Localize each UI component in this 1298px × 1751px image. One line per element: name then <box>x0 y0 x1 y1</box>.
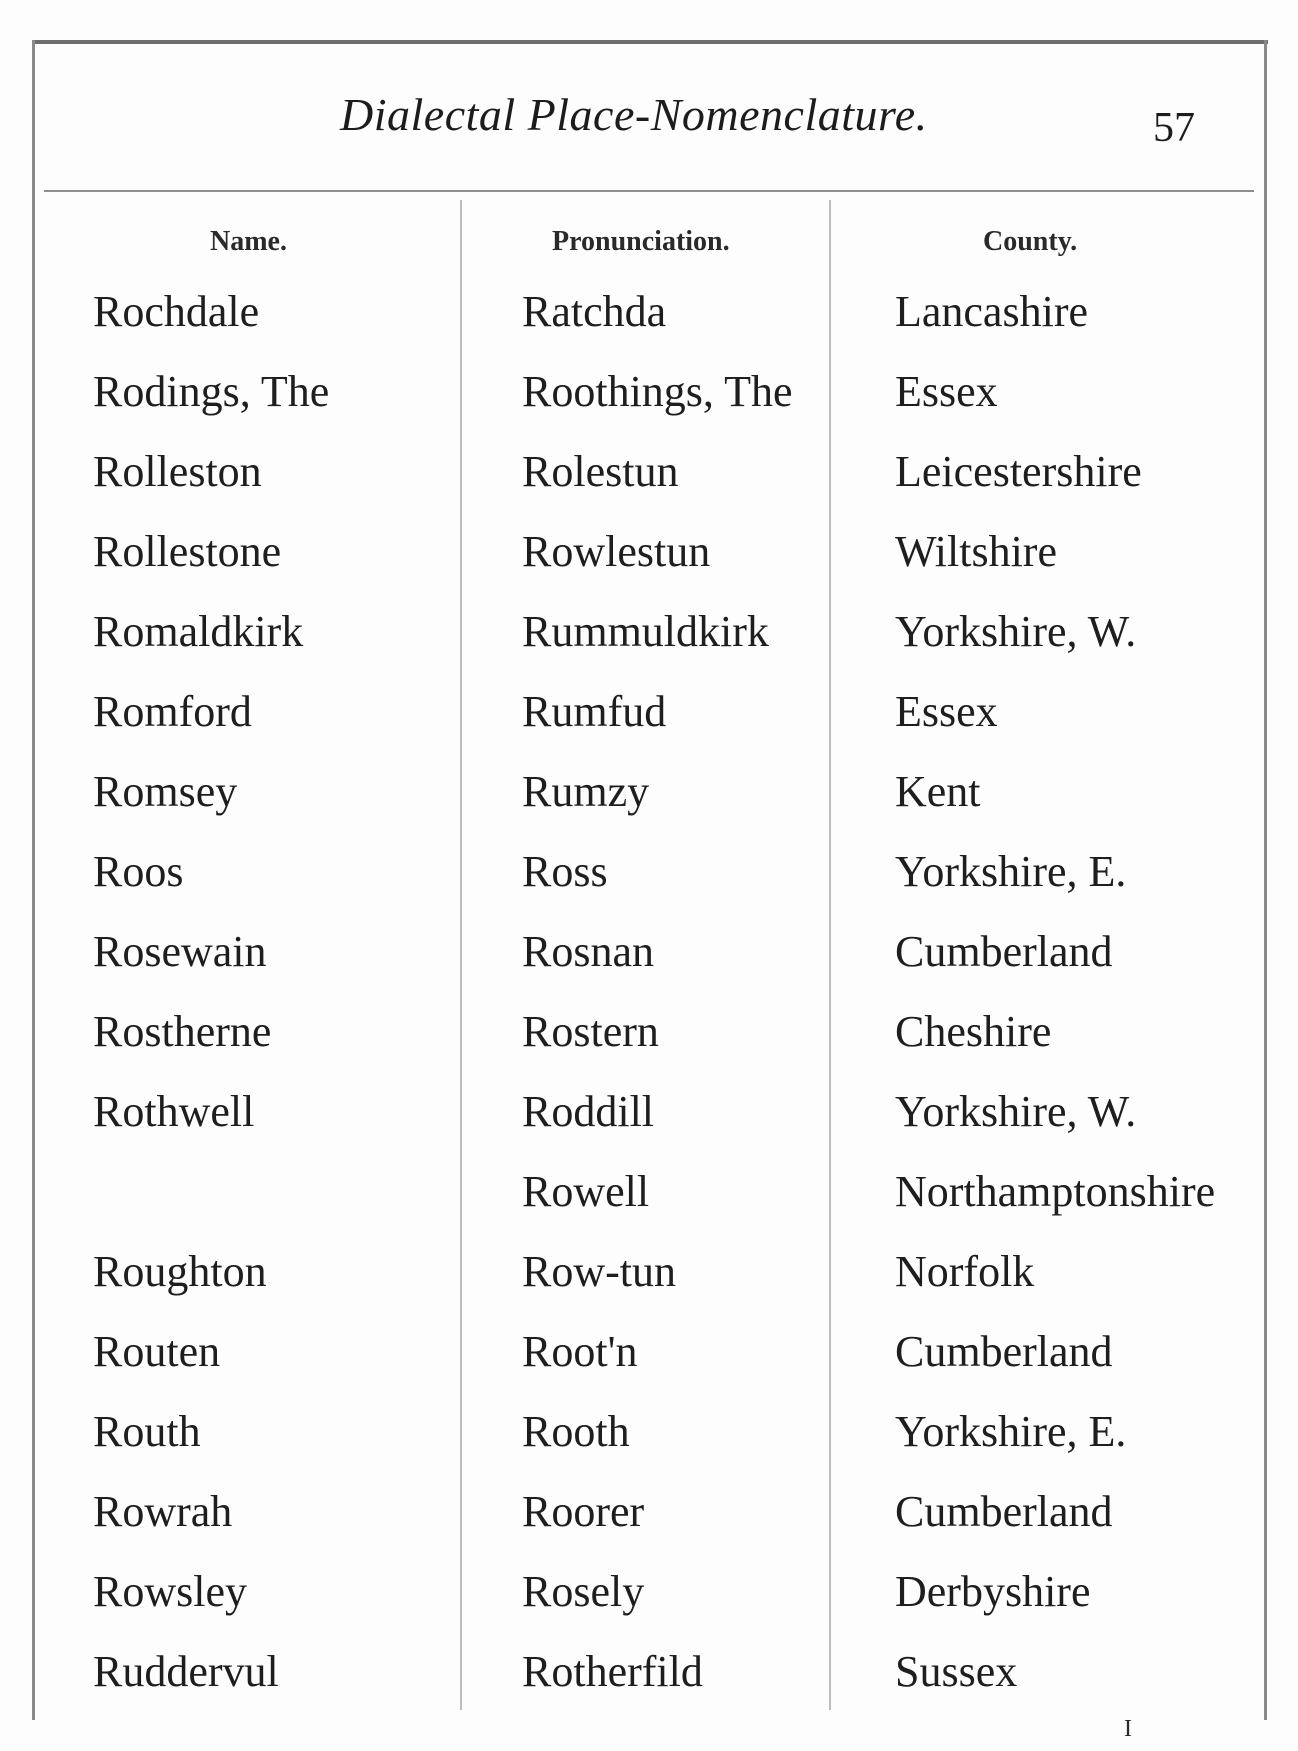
header-rule <box>44 190 1254 192</box>
place-name: Rostherne <box>93 1007 272 1056</box>
place-name: Rochdale <box>93 287 260 336</box>
place-county: Cheshire <box>895 1007 1052 1056</box>
table-row <box>0 602 1298 682</box>
place-pronunciation: Ratchda <box>522 287 667 336</box>
table-row <box>0 1562 1298 1642</box>
place-pronunciation: Root'n <box>522 1327 638 1376</box>
table-row <box>0 1002 1298 1082</box>
place-county: Yorkshire, E. <box>895 1407 1127 1456</box>
table-row <box>0 682 1298 762</box>
table-row <box>0 762 1298 842</box>
place-county: Essex <box>895 687 998 736</box>
place-county: Kent <box>895 767 981 816</box>
table-row <box>0 442 1298 522</box>
place-pronunciation: Rostern <box>522 1007 659 1056</box>
place-pronunciation: Rotherfild <box>522 1647 703 1696</box>
table-row <box>0 1242 1298 1322</box>
place-pronunciation: Rosnan <box>522 927 654 976</box>
place-name: Routen <box>93 1327 221 1376</box>
running-title: Dialectal Place-Nomenclature. <box>340 89 928 140</box>
place-name: Rolleston <box>93 447 262 496</box>
place-county: Yorkshire, W. <box>895 607 1137 656</box>
table-row <box>0 1162 1298 1242</box>
place-pronunciation: Roddill <box>522 1087 655 1136</box>
place-name: Rothwell <box>93 1087 255 1136</box>
place-county: Yorkshire, E. <box>895 847 1127 896</box>
place-name: Rowrah <box>93 1487 233 1536</box>
column-header-pronunciation: Pronunciation. <box>552 226 730 257</box>
place-name: Romford <box>93 687 252 736</box>
place-pronunciation: Rowell <box>522 1167 650 1216</box>
column-header-county: County. <box>983 226 1078 257</box>
page-number: 57 <box>1153 105 1195 151</box>
place-name: Romaldkirk <box>93 607 304 656</box>
place-county: Northamptonshire <box>895 1167 1216 1216</box>
place-name: Roughton <box>93 1247 267 1296</box>
place-name: Rollestone <box>93 527 282 576</box>
place-pronunciation: Rooth <box>522 1407 630 1456</box>
place-name: Roos <box>93 847 184 896</box>
table-row <box>0 522 1298 602</box>
table-row <box>0 1082 1298 1162</box>
place-county: Cumberland <box>895 1327 1113 1376</box>
place-pronunciation: Rowlestun <box>522 527 711 576</box>
place-county: Derbyshire <box>895 1567 1091 1616</box>
place-county: Leicestershire <box>895 447 1142 496</box>
place-county: Norfolk <box>895 1247 1035 1296</box>
table-row <box>0 1482 1298 1562</box>
place-name: Rosewain <box>93 927 267 976</box>
frame-top-rule <box>33 40 1268 44</box>
place-name: Rowsley <box>93 1567 247 1616</box>
place-name: Romsey <box>93 767 238 816</box>
place-name: Routh <box>93 1407 201 1456</box>
table-row <box>0 1642 1298 1722</box>
table-row <box>0 922 1298 1002</box>
place-pronunciation: Rumfud <box>522 687 667 736</box>
place-pronunciation: Rosely <box>522 1567 645 1616</box>
place-county: Wiltshire <box>895 527 1057 576</box>
place-pronunciation: Row-tun <box>522 1247 676 1296</box>
place-county: Lancashire <box>895 287 1088 336</box>
place-pronunciation: Roothings, The <box>522 367 793 416</box>
place-pronunciation: Rummuldkirk <box>522 607 769 656</box>
place-table <box>0 282 1298 1722</box>
place-name: Rodings, The <box>93 367 330 416</box>
place-name: Ruddervul <box>93 1647 279 1696</box>
place-county: Cumberland <box>895 1487 1113 1536</box>
place-county: Yorkshire, W. <box>895 1087 1137 1136</box>
column-header-name: Name. <box>210 226 287 257</box>
table-row <box>0 1322 1298 1402</box>
table-row <box>0 362 1298 442</box>
signature-mark: I <box>1124 1716 1132 1742</box>
place-pronunciation: Rolestun <box>522 447 679 496</box>
place-county: Cumberland <box>895 927 1113 976</box>
place-county: Sussex <box>895 1647 1018 1696</box>
table-row <box>0 282 1298 362</box>
table-row <box>0 1402 1298 1482</box>
table-row <box>0 842 1298 922</box>
place-pronunciation: Roorer <box>522 1487 645 1536</box>
place-pronunciation: Ross <box>522 847 608 896</box>
place-county: Essex <box>895 367 998 416</box>
place-pronunciation: Rumzy <box>522 767 650 816</box>
